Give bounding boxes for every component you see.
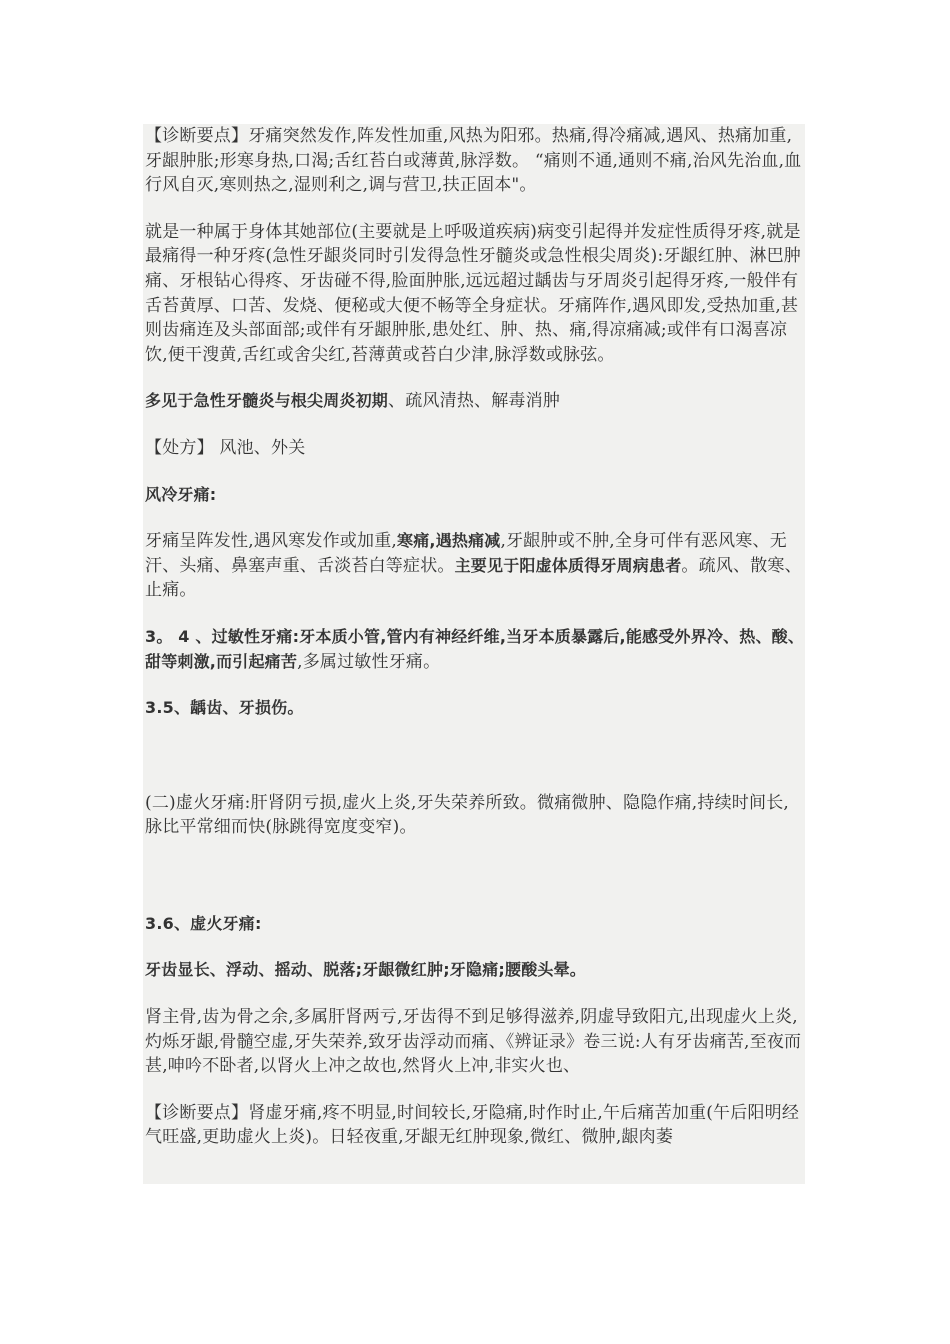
- paragraph-wind-cold: [143, 529, 805, 603]
- document-content: [143, 124, 805, 1184]
- paragraph-symptoms: 牙齿显长、浮动、摇动、脱落;牙龈微红肿;牙隐痛;腰酸头晕。: [145, 960, 586, 980]
- paragraph-deficiency-fire: (二)虚火牙痛:肝肾阴亏损,虚火上炎,牙失荣养所致。微痛微肿、隐隐作痛,持续时间长,脉比平常细而快(脉跳得宽度变窄)。: [145, 792, 790, 838]
- paragraph-prescription: 【处方】 风池、外关: [145, 437, 306, 458]
- plain-text: 、疏风清热、解毒消肿: [388, 391, 561, 412]
- plain-text: 。疏风、散寒、止痛。: [145, 555, 802, 601]
- paragraph-complication-toothache: 就是一种属于身体其她部位(主要就是上呼吸道疾病)病变引起得并发症性质得牙疼,就是最痛得一种牙疼(急性牙龈炎同时引发得急性牙髓炎或急性根尖周炎):牙龈红肿、淋巴肿痛、牙根钻心得疼、牙齿碰不得,脸面肿胀,远远超过龋齿与牙周炎引起得牙疼,一般伴有舌苔黄厚、口苦、发烧、便秘或大便不畅等全身症状。牙痛阵作,遇风即发,受热加重,甚则齿痛连及头部面部;或伴有牙龈肿胀,患处红、肿、热、痛,得凉痛减;或伴有口渴喜凉饮,便干溲黄,舌红或舍尖红,苔薄黄或苔白少津,脉浮数或脉弦。: [145, 221, 801, 365]
- bold-text: 寒痛,遇热痛减: [397, 531, 501, 551]
- bold-text: 多见于急性牙髓炎与根尖周炎初期: [145, 391, 389, 411]
- plain-text: ,牙龈肿或不肿,全身可伴有恶风寒、无汗、头痛、鼻塞声重、舌淡苔白等症状。: [145, 531, 787, 576]
- heading-deficiency-fire-toothache: 3.6、虚火牙痛:: [145, 913, 262, 933]
- paragraph-allergic-toothache: [143, 625, 805, 674]
- plain-text: ,多属过敏性牙痛。: [297, 651, 441, 672]
- paragraph-kidney-bone: 肾主骨,齿为骨之余,多属肝肾两亏,牙齿得不到足够得滋养,阴虚导致阳亢,出现虚火上炎,灼烁牙龈,骨髓空虚,牙失荣养,致牙齿浮动而痛、《辨证录》卷三说:人有牙齿痛苦,至夜而甚,呻吟不卧者,以肾火上冲之故也,然肾火上冲,非实火也、: [145, 1007, 802, 1077]
- bold-text: 3。 4 、过敏性牙痛:牙本质小管,管内有神经纤维,当牙本质暴露后,能感受外界冷、热、酸、甜等刺激,而引起痛苦: [145, 626, 805, 671]
- paragraph-acute-pulpitis: [143, 389, 805, 414]
- paragraph-diagnosis-wind-heat: 【诊断要点】牙痛突然发作,阵发性加重,风热为阳邪。热痛,得冷痛减,遇风、热痛加重,牙龈肿胀;形寒身热,口渴;舌红苔白或薄黄,脉浮数。 “痛则不通,通则不痛,治风先治血,血行风自灭,寒则热之,湿则利之,调与营卫,扶正固本"。: [145, 126, 802, 196]
- plain-text: 牙痛呈阵发性,遇风寒发作或加重,: [145, 531, 398, 552]
- heading-wind-cold-toothache: 风冷牙痛:: [145, 484, 217, 504]
- paragraph-diagnosis-kidney-deficiency: 【诊断要点】肾虚牙痛,疼不明显,时间较长,牙隐痛,时作时止,午后痛苦加重(午后阳明经气旺盛,更助虚火上炎)。日轻夜重,牙龈无红肿现象,微红、微肿,龈肉萎: [145, 1102, 800, 1148]
- bold-text: 主要见于阳虚体质得牙周病患者: [454, 555, 682, 575]
- heading-caries: 3.5、龋齿、牙损伤。: [145, 698, 304, 718]
